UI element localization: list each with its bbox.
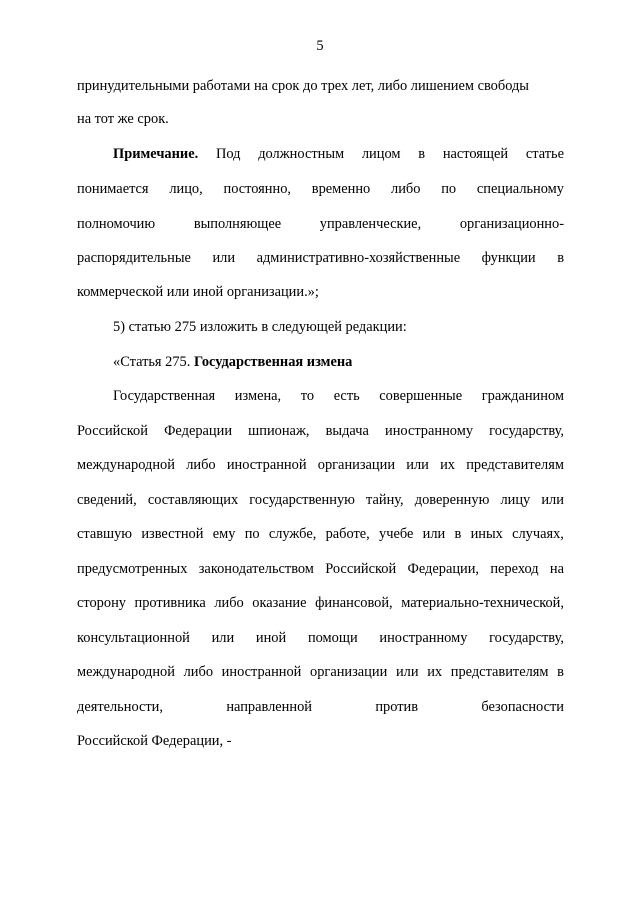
word: известной xyxy=(141,526,204,542)
word: на xyxy=(549,561,564,577)
word: выполняющее xyxy=(193,216,282,232)
word: либо xyxy=(391,181,421,197)
word: иностранному xyxy=(385,423,474,439)
word: тайну, xyxy=(366,492,404,508)
justified-line xyxy=(77,493,564,507)
word: должностным xyxy=(258,146,345,162)
justified-line xyxy=(77,458,564,472)
word: помощи xyxy=(307,630,358,646)
amendment-item: 5) статью 275 изложить в следующей редакции: xyxy=(113,319,407,335)
word: шпионаж, xyxy=(248,423,310,439)
word: административно-хозяйственные xyxy=(256,250,461,266)
justified-line xyxy=(77,217,564,231)
word: либо xyxy=(214,595,244,611)
word: или xyxy=(395,664,419,680)
word: по xyxy=(441,181,457,197)
word: временно xyxy=(311,181,371,197)
text-line: Российской Федерации, - xyxy=(77,733,232,749)
word: ставшую xyxy=(77,526,133,542)
word: противника xyxy=(134,595,206,611)
word: Российской xyxy=(77,423,148,439)
word: сторону xyxy=(77,595,126,611)
note-label: Примечание. xyxy=(113,146,199,162)
word: совершенные xyxy=(379,388,463,404)
word: или xyxy=(212,250,236,266)
word: случаях, xyxy=(512,526,564,542)
word: службе, xyxy=(268,526,317,542)
word: выдача xyxy=(325,423,369,439)
word: предусмотренных xyxy=(77,561,188,577)
word: учебе xyxy=(379,526,414,542)
word: составляющих xyxy=(147,492,239,508)
word: против xyxy=(375,699,419,715)
justified-line xyxy=(113,389,564,403)
word: либо xyxy=(186,457,216,473)
word: то xyxy=(300,388,315,404)
word: международной xyxy=(77,457,175,473)
word: специальному xyxy=(476,181,564,197)
word: организации xyxy=(317,457,396,473)
word: доверенную xyxy=(414,492,490,508)
word: иностранной xyxy=(226,457,307,473)
word: иных xyxy=(470,526,503,542)
word: государственную xyxy=(249,492,355,508)
word: материально-технической, xyxy=(401,595,564,611)
word: консультационной xyxy=(77,630,190,646)
word: лицо, xyxy=(169,181,203,197)
word: законодательством xyxy=(198,561,314,577)
word: понимается xyxy=(77,181,149,197)
word: организации xyxy=(310,664,388,680)
word: в xyxy=(454,526,462,542)
word: переход xyxy=(490,561,539,577)
word: или xyxy=(211,630,235,646)
justified-line xyxy=(77,424,564,438)
word: их xyxy=(440,457,455,473)
word: лицом xyxy=(361,146,401,162)
word: Федерации, xyxy=(407,561,480,577)
word: в xyxy=(418,146,426,162)
word: сведений, xyxy=(77,492,137,508)
page-number: 5 xyxy=(316,38,324,54)
word: лицу xyxy=(500,492,531,508)
text-line: принудительными работами на срок до трех лет, либо лишением свободы xyxy=(77,78,529,94)
word: Под xyxy=(215,146,241,162)
word: Федерации xyxy=(164,423,233,439)
word: в xyxy=(557,664,564,680)
word: или xyxy=(406,457,429,473)
justified-line xyxy=(77,665,564,679)
word: есть xyxy=(333,388,360,404)
word: функции xyxy=(481,250,536,266)
word: государству, xyxy=(489,423,564,439)
word: их xyxy=(427,664,443,680)
word: Российской xyxy=(325,561,397,577)
word: работе, xyxy=(325,526,370,542)
word: финансовой, xyxy=(315,595,393,611)
text-line: на тот же срок. xyxy=(77,111,169,127)
article-heading xyxy=(113,355,600,369)
word: иной xyxy=(255,630,287,646)
word: оказание xyxy=(252,595,307,611)
word: деятельности, xyxy=(77,699,163,715)
word: постоянно, xyxy=(223,181,291,197)
article-title: Государственная измена xyxy=(193,354,353,370)
word: Государственная xyxy=(113,388,216,404)
word: организационно- xyxy=(459,216,564,232)
word: полномочию xyxy=(77,216,156,232)
justified-line xyxy=(77,182,564,196)
word: или xyxy=(541,492,564,508)
word: ему xyxy=(212,526,236,542)
word: либо xyxy=(183,664,214,680)
word: представителям xyxy=(450,664,549,680)
justified-line xyxy=(77,527,564,541)
word: международной xyxy=(77,664,175,680)
note-first-line xyxy=(113,147,564,161)
text-line: коммерческой или иной организации.»; xyxy=(77,284,319,300)
word: управленческие, xyxy=(319,216,422,232)
word: иностранной xyxy=(221,664,302,680)
word: гражданином xyxy=(481,388,564,404)
word: распорядительные xyxy=(77,250,191,266)
justified-line xyxy=(77,562,564,576)
article-number: «Статья 275. xyxy=(113,354,191,370)
justified-line xyxy=(77,251,564,265)
word: статье xyxy=(525,146,564,162)
word: по xyxy=(244,526,260,542)
word: государству, xyxy=(489,630,564,646)
justified-line xyxy=(77,631,564,645)
word: направленной xyxy=(226,699,312,715)
word: измена, xyxy=(234,388,282,404)
word: или xyxy=(422,526,446,542)
word: иностранному xyxy=(379,630,468,646)
word: в xyxy=(557,250,564,266)
word: безопасности xyxy=(481,699,564,715)
justified-line xyxy=(77,700,564,714)
word: представителям xyxy=(466,457,564,473)
justified-line xyxy=(77,596,564,610)
word: настоящей xyxy=(442,146,509,162)
